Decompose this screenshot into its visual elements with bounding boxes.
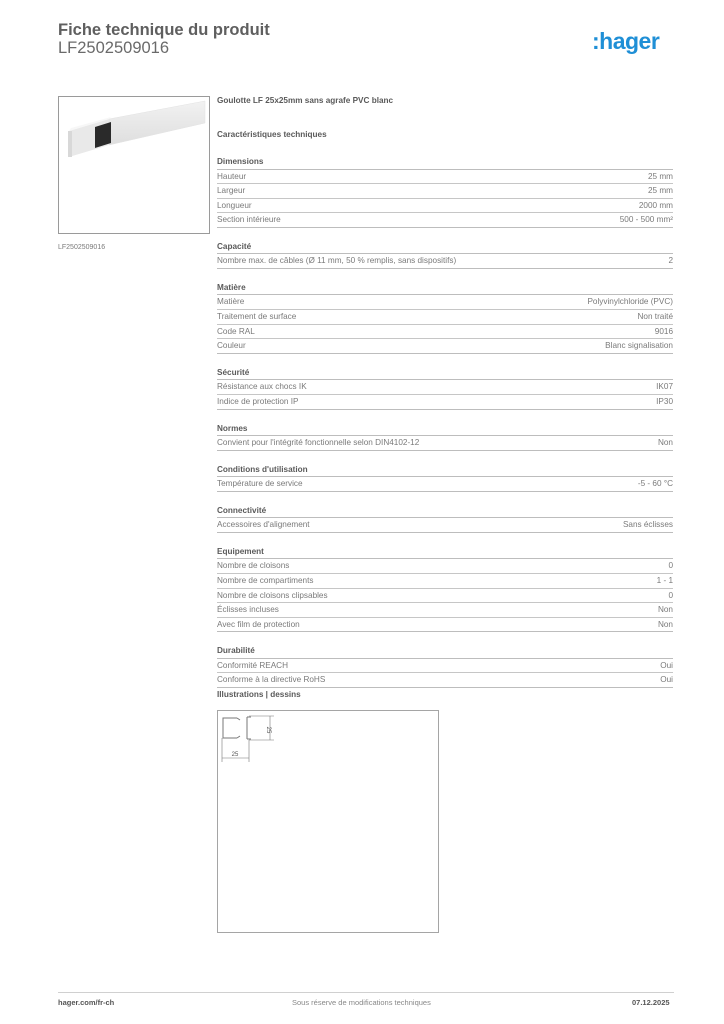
spec-value: -5 - 60 °C [637, 479, 673, 489]
section-title: Sécurité [217, 368, 673, 381]
spec-value: 25 mm [647, 186, 673, 196]
spec-row [217, 254, 673, 269]
spec-value: Oui [660, 675, 673, 685]
spec-row [217, 436, 673, 451]
spec-value: IP30 [656, 396, 673, 406]
spec-content [217, 96, 673, 688]
product-code: LF2502509016 [58, 39, 170, 57]
section-dimensions [217, 157, 673, 228]
spec-row [217, 559, 673, 574]
section-title: Normes [217, 424, 673, 437]
spec-label: Couleur [217, 341, 246, 351]
section-securite [217, 368, 673, 410]
spec-title: Caractéristiques techniques [217, 130, 327, 139]
hager-logo: :hager [592, 28, 660, 54]
section-title: Dimensions [217, 157, 673, 170]
spec-value: Sans éclisses [622, 520, 673, 530]
section-matiere [217, 283, 673, 354]
spec-value: 0 [668, 561, 673, 571]
spec-row [217, 477, 673, 492]
section-conditions [217, 465, 673, 492]
spec-label: Accessoires d'alignement [217, 520, 310, 530]
spec-label: Nombre de cloisons clipsables [217, 590, 328, 600]
section-title: Durabilité [217, 646, 673, 659]
section-title: Conditions d'utilisation [217, 465, 673, 478]
spec-row [217, 518, 673, 533]
spec-row [217, 603, 673, 618]
spec-row [217, 325, 673, 340]
spec-label: Code RAL [217, 326, 255, 336]
spec-value: Oui [660, 660, 673, 670]
spec-row [217, 170, 673, 185]
spec-row [217, 339, 673, 354]
spec-row [217, 184, 673, 199]
product-image [58, 96, 210, 234]
spec-row [217, 618, 673, 633]
section-title: Equipement [217, 547, 673, 560]
illustration-drawing [217, 710, 439, 933]
section-capacite [217, 242, 673, 269]
spec-label: Conformité REACH [217, 660, 288, 670]
section-connectivite [217, 506, 673, 533]
section-title: Capacité [217, 242, 673, 255]
section-title: Connectivité [217, 506, 673, 519]
spec-row [217, 380, 673, 395]
spec-row [217, 395, 673, 410]
spec-row [217, 199, 673, 214]
spec-row [217, 574, 673, 589]
spec-value: Non [657, 619, 673, 629]
footer-divider [58, 992, 674, 993]
spec-label: Nombre de cloisons [217, 561, 290, 571]
footer-website: hager.com/fr-ch [58, 998, 115, 1007]
spec-value: 9016 [654, 326, 673, 336]
section-normes [217, 424, 673, 451]
height-dimension-label: 25 [265, 726, 271, 734]
footer-disclaimer: Sous réserve de modifications techniques [292, 998, 431, 1007]
spec-label: Nombre de compartiments [217, 575, 314, 585]
width-dimension-label: 25 [231, 752, 239, 758]
spec-value: Non [657, 438, 673, 448]
spec-label: Avec film de protection [217, 619, 300, 629]
spec-label: Nombre max. de câbles (Ø 11 mm, 50 % remplis, sans dispositifs) [217, 256, 457, 266]
spec-label: Hauteur [217, 171, 247, 181]
spec-value: 500 - 500 mm² [619, 215, 673, 225]
spec-value: Non traité [637, 312, 673, 322]
section-durabilite [217, 646, 673, 688]
spec-value: 2 [668, 256, 673, 266]
product-image-caption: LF2502509016 [58, 244, 106, 251]
cable-duct-image-icon [59, 97, 209, 233]
spec-row [217, 295, 673, 310]
spec-row [217, 589, 673, 604]
spec-value: 2000 mm [638, 200, 673, 210]
spec-label: Résistance aux chocs IK [217, 382, 307, 392]
footer-date: 07.12.2025 [632, 998, 670, 1007]
spec-row [217, 673, 673, 688]
product-name: Goulotte LF 25x25mm sans agrafe PVC blanc [217, 96, 394, 105]
cross-section-drawing-icon [218, 711, 438, 932]
spec-label: Matière [217, 297, 245, 307]
spec-label: Convient pour l'intégrité fonctionnelle selon DIN4102-12 [217, 438, 420, 448]
spec-value: 25 mm [647, 171, 673, 181]
spec-value: IK07 [656, 382, 673, 392]
spec-label: Température de service [217, 479, 303, 489]
spec-label: Largeur [217, 186, 246, 196]
spec-value: Non [657, 605, 673, 615]
spec-value: 0 [668, 590, 673, 600]
section-equipement [217, 547, 673, 632]
spec-value: 1 - 1 [656, 575, 673, 585]
page-title: Fiche technique du produit [58, 21, 270, 39]
spec-label: Indice de protection IP [217, 396, 299, 406]
spec-label: Traitement de surface [217, 312, 297, 322]
spec-value: Polyvinylchloride (PVC) [587, 297, 673, 307]
illustrations-title: Illustrations | dessins [217, 690, 301, 699]
section-title: Matière [217, 283, 673, 296]
spec-label: Section intérieure [217, 215, 281, 225]
spec-row [217, 213, 673, 228]
spec-label: Longueur [217, 200, 252, 210]
spec-row [217, 659, 673, 674]
spec-label: Conforme à la directive RoHS [217, 675, 326, 685]
spec-value: Blanc signalisation [605, 341, 673, 351]
spec-label: Éclisses incluses [217, 605, 279, 615]
spec-row [217, 310, 673, 325]
